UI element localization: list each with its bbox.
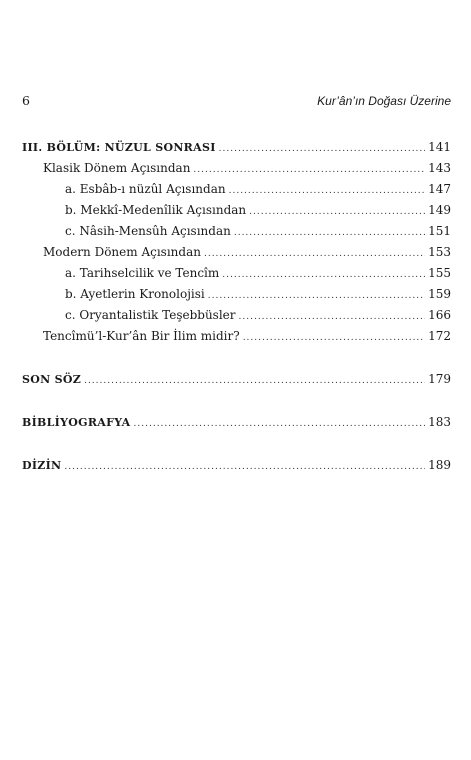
toc-entry-label: c. Oryantalistik Teşebbüsler — [65, 308, 236, 322]
toc-entry-label: III. BÖLÜM: NÜZUL SONRASI — [22, 141, 216, 154]
toc-entry-label: a. Esbâb-ı nüzûl Açısından — [65, 182, 226, 196]
dot-leader — [249, 202, 425, 223]
toc-entry-label: DİZİN — [22, 459, 62, 472]
toc-entry-label: BİBLİYOGRAFYA — [22, 416, 131, 429]
toc-entry-page: 143 — [428, 161, 451, 175]
toc-entry-page: 147 — [428, 182, 451, 196]
toc-entry-page: 183 — [428, 415, 451, 429]
dot-leader — [229, 181, 425, 202]
toc-entry-page: 155 — [428, 266, 451, 280]
toc-entry-page: 179 — [428, 372, 451, 386]
toc-entry-bibliyografya[interactable] — [22, 412, 451, 433]
dot-leader — [239, 307, 426, 328]
toc-entry-label: c. Nâsih-Mensûh Açısından — [65, 224, 231, 238]
toc-entry-nasih-mensuh[interactable] — [22, 221, 451, 242]
dot-leader — [84, 371, 425, 392]
toc-entry-label: a. Tarihselcilik ve Tencîm — [65, 266, 220, 280]
running-title: Kur’ân’ın Doğası Üzerine — [317, 94, 451, 108]
toc-entry-label: Modern Dönem Açısından — [43, 245, 201, 259]
dot-leader — [134, 414, 426, 435]
dot-leader — [64, 457, 425, 478]
table-of-contents — [22, 137, 451, 476]
toc-entry-dizin[interactable] — [22, 455, 451, 476]
toc-entry-label: b. Mekkî-Medenîlik Açısından — [65, 203, 247, 217]
toc-entry-label: b. Ayetlerin Kronolojisi — [65, 287, 205, 301]
toc-entry-klasik[interactable] — [22, 158, 451, 179]
spacer — [22, 433, 451, 455]
toc-entry-page: 141 — [428, 140, 451, 154]
toc-entry-page: 153 — [428, 245, 451, 259]
dot-leader — [243, 328, 425, 349]
toc-entry-oryantalistik[interactable] — [22, 305, 451, 326]
page-number: 6 — [22, 93, 30, 108]
toc-entry-tarihselcilik[interactable] — [22, 263, 451, 284]
toc-entry-label: Tencîmü’l-Kur’ân Bir İlim midir? — [43, 329, 240, 343]
toc-entry-modern[interactable] — [22, 242, 451, 263]
toc-entry-page: 166 — [428, 308, 451, 322]
dot-leader — [219, 139, 425, 160]
toc-entry-page: 151 — [428, 224, 451, 238]
spacer — [22, 347, 451, 369]
dot-leader — [234, 223, 425, 244]
toc-entry-page: 189 — [428, 458, 451, 472]
dot-leader — [222, 265, 425, 286]
dot-leader — [208, 286, 425, 307]
toc-entry-son-soz[interactable] — [22, 369, 451, 390]
spacer — [22, 390, 451, 412]
toc-entry-section-3[interactable] — [22, 137, 451, 158]
toc-entry-kronoloji[interactable] — [22, 284, 451, 305]
toc-entry-page: 172 — [428, 329, 451, 343]
toc-entry-label: SON SÖZ — [22, 373, 82, 386]
toc-entry-mekki-medeni[interactable] — [22, 200, 451, 221]
toc-entry-label: Klasik Dönem Açısından — [43, 161, 191, 175]
toc-entry-page: 159 — [428, 287, 451, 301]
dot-leader — [193, 160, 425, 181]
toc-entry-esbab[interactable] — [22, 179, 451, 200]
toc-entry-tencimul[interactable] — [22, 326, 451, 347]
page-header — [22, 93, 451, 111]
toc-entry-page: 149 — [428, 203, 451, 217]
dot-leader — [204, 244, 425, 265]
